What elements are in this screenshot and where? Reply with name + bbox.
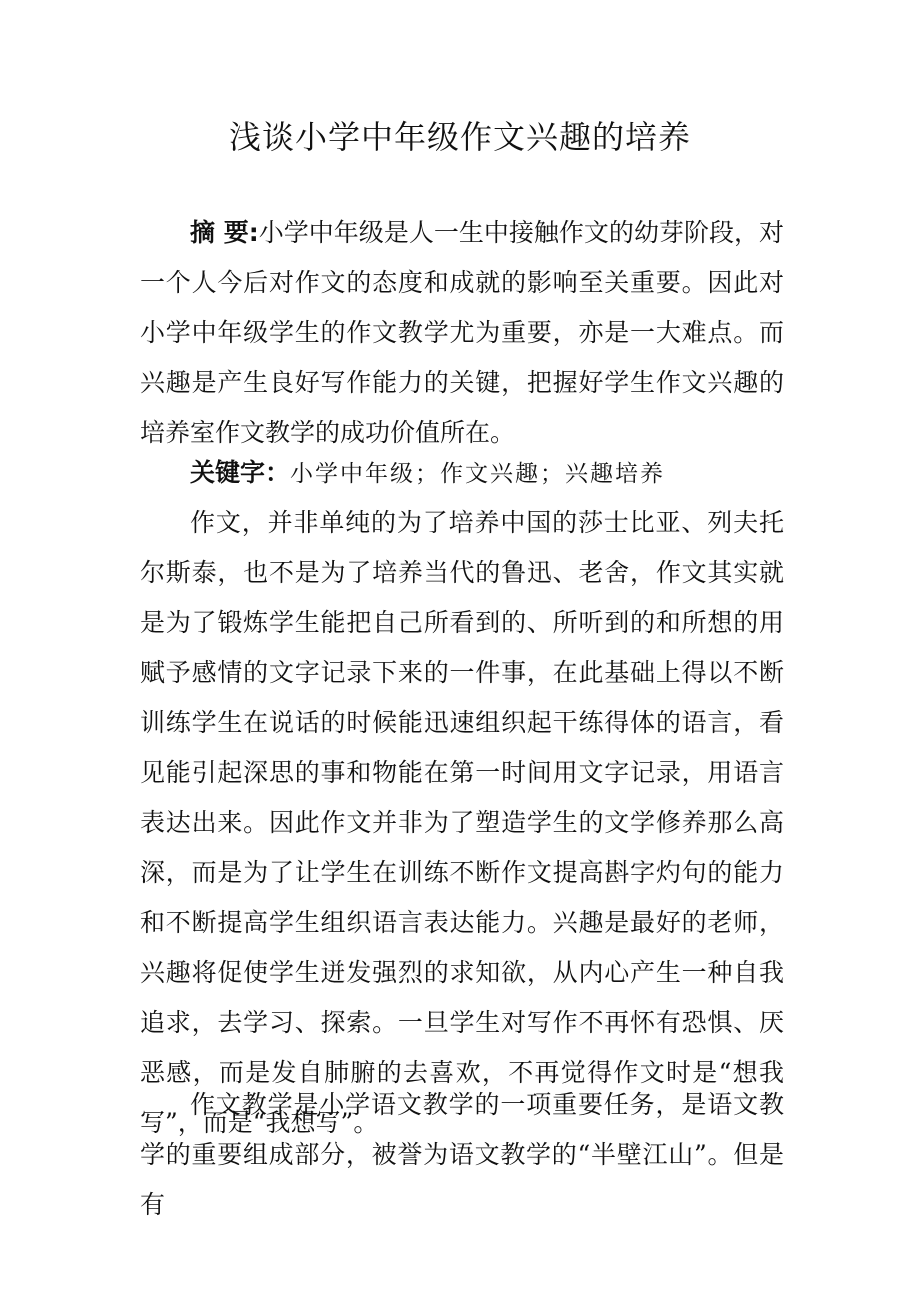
body-section-1: [140, 498, 784, 1148]
keywords-label: 关键字：: [190, 458, 291, 487]
keywords-section: [140, 448, 784, 499]
abstract-text: 小学中年级是人一生中接触作文的幼芽阶段，对一个人今后对作文的态度和成就的影响至关重要。因此对小学中年级学生的作文教学尤为重要，亦是一大难点。而兴趣是产生良好写作能力的关键，把握好学生作文兴趣的培养室作文教学的成功价值所在。: [140, 218, 784, 447]
body-paragraph-2: 作文教学是小学语文教学的一项重要任务，是语文教学的重要组成部分，被誉为语文教学的“半壁江山”。但是有: [140, 1090, 784, 1219]
body-paragraph-1: 作文，并非单纯的为了培养中国的莎士比亚、列夫托尔斯泰，也不是为了培养当代的鲁迅、老舍，作文其实就是为了锻炼学生能把自己所看到的、所听到的和所想的用赋予感情的文字记录下来的一件事，在此基础上得以不断训练学生在说话的时候能迅速组织起干练得体的语言，看见能引起深思的事和物能在第一时间用文字记录，用语言表达出来。因此作文并非为了塑造学生的文学修养那么高深，而是为了让学生在训练不断作文提高斟字灼句的能力和不断提高学生组织语言表达能力。兴趣是最好的老师，兴趣将促使学生迸发强烈的求知欲，从内心产生一种自我追求，去学习、探索。一旦学生对写作不再怀有恐惧、厌恶感，而是发自肺腑的去喜欢，不再觉得作文时是“想我写”，而是“我想写”。: [140, 508, 784, 1137]
abstract-label: 摘 要:: [190, 218, 259, 247]
body-section-2: [140, 1080, 784, 1230]
keywords-text: 小学中年级；作文兴趣；兴趣培养: [290, 461, 666, 487]
keywords-paragraph: [140, 448, 784, 499]
abstract-section: [140, 208, 784, 458]
document-title: 浅谈小学中年级作文兴趣的培养: [228, 118, 691, 156]
abstract-paragraph: [140, 208, 784, 458]
